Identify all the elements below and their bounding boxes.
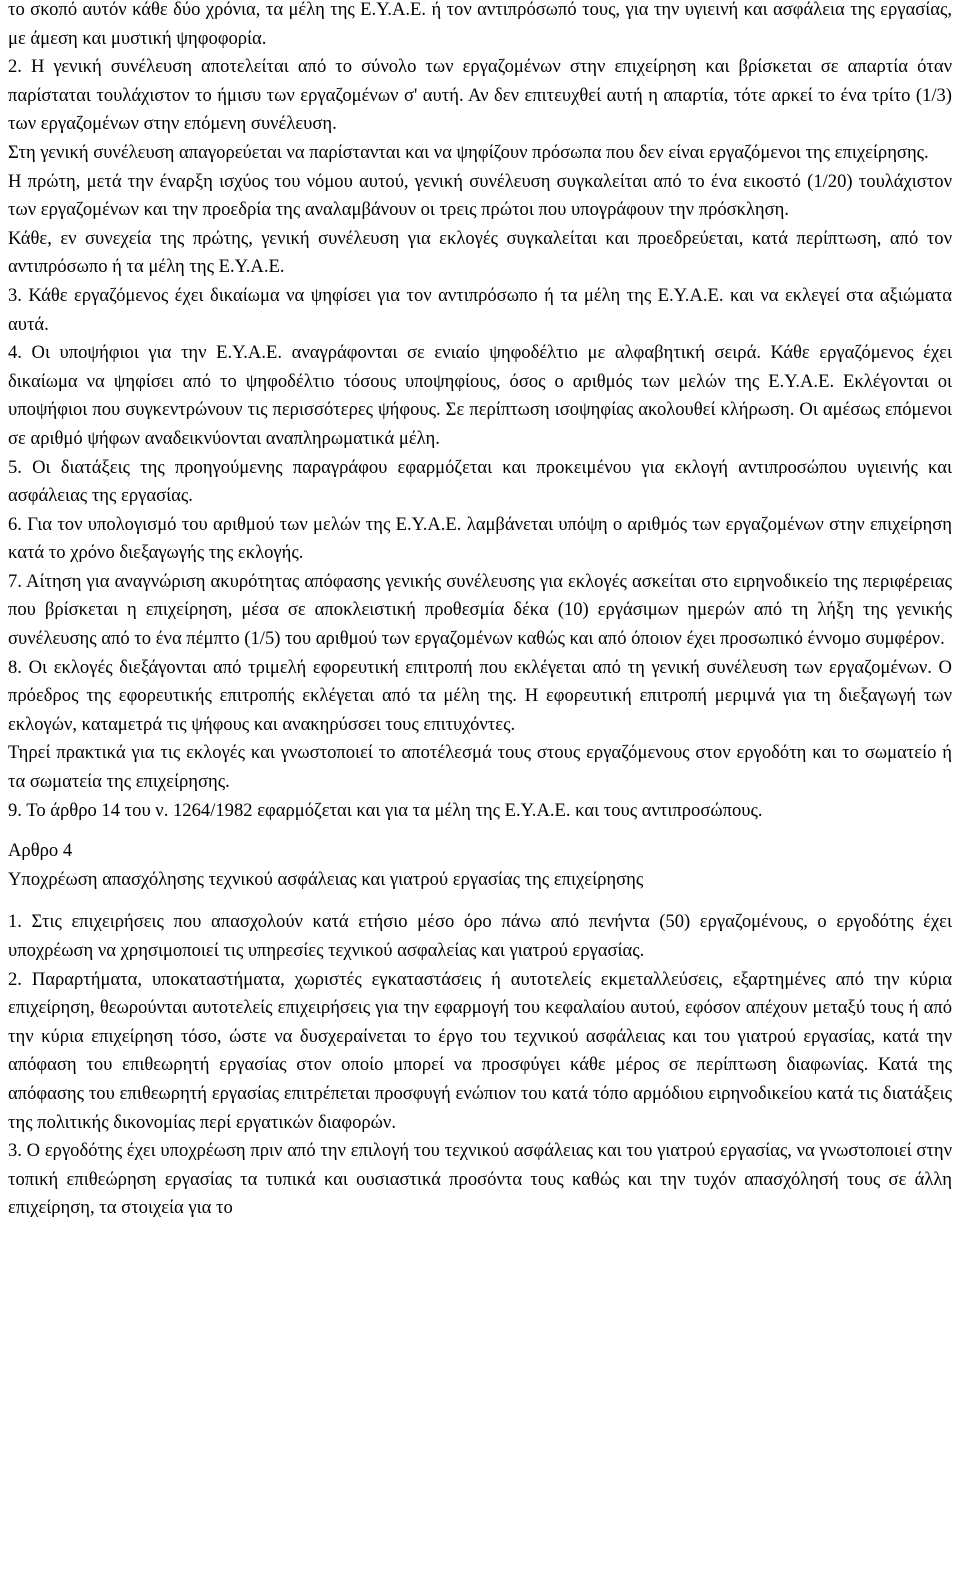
article-paragraph-1: 1. Στις επιχειρήσεις που απασχολούν κατά ετήσιο μέσο όρο πάνω από πενήντα (50) εργαζομένους, ο εργοδότης έχει υποχρέωση να χρησιμοποιεί τις υπηρεσίες τεχνικού ασφαλείας και γιατρού εργασίας. [8, 911, 952, 961]
paragraph-7: 7. Αίτηση για αναγνώριση ακυρότητας απόφασης γενικής συνέλευσης για εκλογές ασκείται στο ειρηνοδικείο της περιφέρειας που βρίσκεται η επιχείρηση, μέσα σε αποκλειστική προθεσμία δέκα (10) εργάσιμων ημερών από τη λήξη της γενικής συνέλευσης από το ένα πέμπτο (1/5) του αριθμού των εργαζομένων καθώς και από όποιον έχει προσωπικό έννομο συμφέρον. [8, 570, 952, 650]
paragraph-2-first-assembly: Η πρώτη, μετά την έναρξη ισχύος του νόμου αυτού, γενική συνέλευση συγκαλείται από το ένα εικοστό (1/20) τουλάχιστον των εργαζομένων και την προεδρία της αναλαμβάνουν οι τρεις πρώτοι που υπογράφουν την πρόσκληση. [8, 170, 952, 221]
paragraph-8-minutes: Τηρεί πρακτικά για τις εκλογές και γνωστοποιεί το αποτέλεσμά τους στους εργαζόμενους στον εργοδότη και το σωματείο ή τα σωματεία της επιχείρησης. [8, 742, 952, 793]
paragraph-2: 2. Η γενική συνέλευση αποτελείται από το σύνολο των εργαζομένων στην επιχείρηση και βρίσκεται σε απαρτία όταν παρίσταται τουλάχιστον το ήμισυ των εργαζομένων σ' αυτή. Αν δεν επιτευχθεί αυτή η απαρτία, τότε αρκεί το ένα τρίτο (1/3) των εργαζομένων στην επόμενη συνέλευση. [8, 56, 952, 135]
paragraph-4: 4. Οι υποψήφιοι για την Ε.Υ.Α.Ε. αναγράφονται σε ενιαίο ψηφοδέλτιο με αλφαβητική σειρά. Κάθε εργαζόμενος έχει δικαίωμα να ψηφίσει από το ψηφοδέλτιο τόσους υποψηφίους, όσος ο αριθμός των μελών της Ε.Υ.Α.Ε. Εκλέγονται οι υποψήφιοι που συγκεντρώνουν τις περισσότερες ψήφους. Σε περίπτωση ισοψηφίας ακολουθεί κλήρωση. Οι αμέσως επόμενοι σε αριθμό ψήφων αναδεικνύονται αναπληρωματικά μέλη. [8, 342, 952, 449]
paragraph-2-attendance: Στη γενική συνέλευση απαγορεύεται να παρίστανται και να ψηφίζουν πρόσωπα που δεν είναι εργαζόμενοι της επιχείρησης. [8, 141, 929, 163]
paragraph-9: 9. Το άρθρο 14 του ν. 1264/1982 εφαρμόζεται και για τα μέλη της Ε.Υ.Α.Ε. και τους αντιπροσώπους. [8, 799, 763, 821]
paragraph-2-subsequent-assembly: Κάθε, εν συνεχεία της πρώτης, γενική συνέλευση για εκλογές συγκαλείται και προεδρεύεται, κατά περίπτωση, από τον αντιπρόσωπο ή τα μέλη της Ε.Υ.Α.Ε. [8, 227, 952, 278]
article-heading [8, 837, 952, 894]
article-title: Υποχρέωση απασχόλησης τεχνικού ασφάλειας και γιατρού εργασίας της επιχείρησης [8, 868, 644, 890]
paragraph-5: 5. Οι διατάξεις της προηγούμενης παραγράφου εφαρμόζεται και προκειμένου για εκλογή αντιπροσώπου υγιεινής και ασφάλειας της εργασίας. [8, 456, 952, 507]
paragraph-6: 6. Για τον υπολογισμό του αριθμού των μελών της Ε.Υ.Α.Ε. λαμβάνεται υπόψη ο αριθμός των εργαζομένων στην επιχείρηση κατά το χρόνο διεξαγωγής της εκλογής. [8, 513, 952, 564]
paragraph-intro: το σκοπό αυτόν κάθε δύο χρόνια, τα μέλη της Ε.Υ.Α.Ε. ή τον αντιπρόσωπό τους, για την υγιεινή και ασφάλεια της εργασίας, με άμεση και μυστική ψηφοφορία. [8, 0, 952, 49]
paragraph-8: 8. Οι εκλογές διεξάγονται από τριμελή εφορευτική επιτροπή που εκλέγεται από τη γενική συνέλευση των εργαζομένων. Ο πρόεδρος της εφορευτικής επιτροπής εκλέγεται από τα μέλη της. Η εφορευτική επιτροπή μεριμνά για τη διεξαγωγή των εκλογών, καταμετρά τις ψήφους και ανακηρύσσει τους επιτυχόντες. [8, 656, 952, 735]
article-number: Αρθρο 4 [8, 840, 73, 862]
paragraph-3: 3. Κάθε εργαζόμενος έχει δικαίωμα να ψηφίσει για τον αντιπρόσωπο ή τα μέλη της Ε.Υ.Α.Ε. και να εκλεγεί στα αξιώματα αυτά. [8, 284, 952, 335]
article-paragraph-3: 3. Ο εργοδότης έχει υποχρέωση πριν από την επιλογή του τεχνικού ασφάλειας και του γιατρού εργασίας, να γνωστοποιεί στην τοπική επιθεώρηση εργασίας τα τυπικά και ουσιαστικά προσόντα τους καθώς και την τυχόν απασχόλησή τους σε άλλη επιχείρηση, τα στοιχεία για το [8, 1140, 952, 1219]
article-paragraph-2: 2. Παραρτήματα, υποκαταστήματα, χωριστές εγκαταστάσεις ή αυτοτελείς εκμεταλλεύσεις, εξαρτημένες από την κύρια επιχείρηση, θεωρούνται αυτοτελείς επιχειρήσεις για την εφαρμογή του κεφαλαίου αυτού, εφόσον απέχουν μεταξύ τους ή από την κύρια επιχείρηση τόσο, ώστε να δυσχεραίνεται το έργο του τεχνικού ασφάλειας και του γιατρού εργασίας, κατά την απόφαση του επιθεωρητή εργασίας στον οποίο μπορεί να προσφύγει κάθε μέρος σε περίπτωση διαφωνίας. Κατά της απόφασης του επιθεωρητή εργασίας επιτρέπεται προσφυγή ενώπιον του κατά τόπο αρμόδιου ειρηνοδικείου κατά τις διατάξεις της πολιτικής δικονομίας περί εργατικών διαφορών. [8, 968, 952, 1133]
